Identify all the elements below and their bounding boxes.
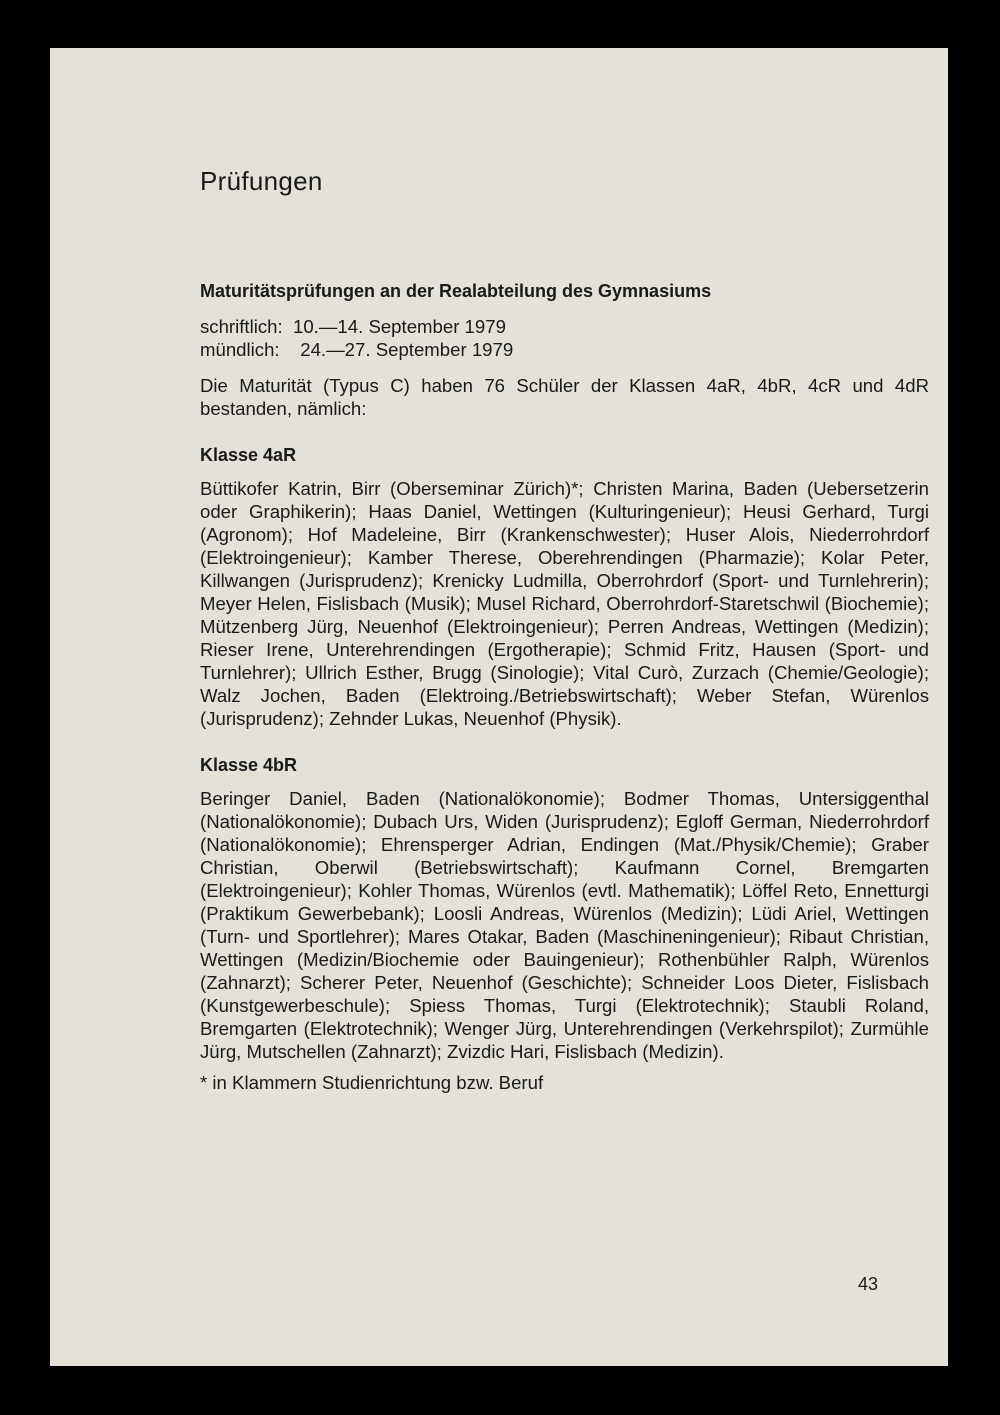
intro-paragraph: Die Maturität (Typus C) haben 76 Schüler der Klassen 4aR, 4bR, 4cR und 4dR bestanden, nämlich: <box>200 375 929 419</box>
page-title: Prüfungen <box>200 166 323 196</box>
section-heading: Maturitätsprüfungen an der Realabteilung des Gymnasiums <box>200 281 712 301</box>
document-page <box>50 48 948 1366</box>
page-number: 43 <box>857 1274 878 1294</box>
written-exam-dates: schriftlich: 10.—14. September 1979 <box>200 316 506 337</box>
page-content <box>200 280 929 1094</box>
class-4br-list: Beringer Daniel, Baden (Nationalökonomie); Bodmer Thomas, Untersiggenthal (Nationalökonomie); Dubach Urs, Widen (Jurisprudenz); Egloff German, Niederrohrdorf (Nationalökonomie); Ehrensperger Adrian, Endingen (Mat./Physik/Chemie); Graber Christian, Oberwil (Betriebswirtschaft); Kaufmann Cornel, Bremgarten (Elektroingenieur); Kohler Thomas, Würenlos (evtl. Mathematik); Löffel Reto, Ennetturgi (Praktikum Gewerbebank); Loosli Andreas, Würenlos (Medizin); Lüdi Ariel, Wettingen (Turn- und Sportlehrer); Mares Otakar, Baden (Maschineningenieur); Ribaut Christian, Wettingen (Medizin/Biochemie oder Bauingenieur); Rothenbühler Ralph, Würenlos (Zahnarzt); Scherer Peter, Neuenhof (Geschichte); Schneider Loos Dieter, Fislisbach (Kunstgewerbeschule); Spiess Thomas, Turgi (Elektrotechnik); Staubli Roland, Bremgarten (Elektrotechnik); Wenger Jürg, Unterehrendingen (Verkehrspilot); Zurmühle Jürg, Mutschellen (Zahnarzt); Zvizdic Hari, Fislisbach (Medizin). <box>200 788 929 1062</box>
footnote: * in Klammern Studienrichtung bzw. Beruf <box>200 1072 544 1093</box>
class-4ar-heading: Klasse 4aR <box>200 445 297 465</box>
oral-exam-dates: mündlich: 24.—27. September 1979 <box>200 339 514 360</box>
exam-dates <box>200 315 929 361</box>
class-4ar-list: Büttikofer Katrin, Birr (Oberseminar Zürich)*; Christen Marina, Baden (Uebersetzerin oder Graphikerin); Haas Daniel, Wettingen (Kulturingenieur); Heusi Gerhard, Turgi (Agronom); Hof Madeleine, Birr (Krankenschwester); Huser Alois, Niederrohrdorf (Elektroingenieur); Kamber Therese, Oberehrendingen (Pharmazie); Kolar Peter, Killwangen (Jurisprudenz); Krenicky Ludmilla, Oberrohrdorf (Sport- und Turnlehrerin); Meyer Helen, Fislisbach (Musik); Musel Richard, Oberrohrdorf-Staretschwil (Biochemie); Mützenberg Jürg, Neuenhof (Elektroingenieur); Perren Andreas, Wettingen (Medizin); Rieser Irene, Unterehrendingen (Ergotherapie); Schmid Fritz, Hausen (Sport- und Turnlehrer); Ullrich Esther, Brugg (Sinologie); Vital Curò, Zurzach (Chemie/Geologie); Walz Jochen, Baden (Elektroing./Betriebswirtschaft); Weber Stefan, Würenlos (Jurisprudenz); Zehnder Lukas, Neuenhof (Physik). <box>200 478 929 729</box>
class-4br-heading: Klasse 4bR <box>200 755 298 775</box>
